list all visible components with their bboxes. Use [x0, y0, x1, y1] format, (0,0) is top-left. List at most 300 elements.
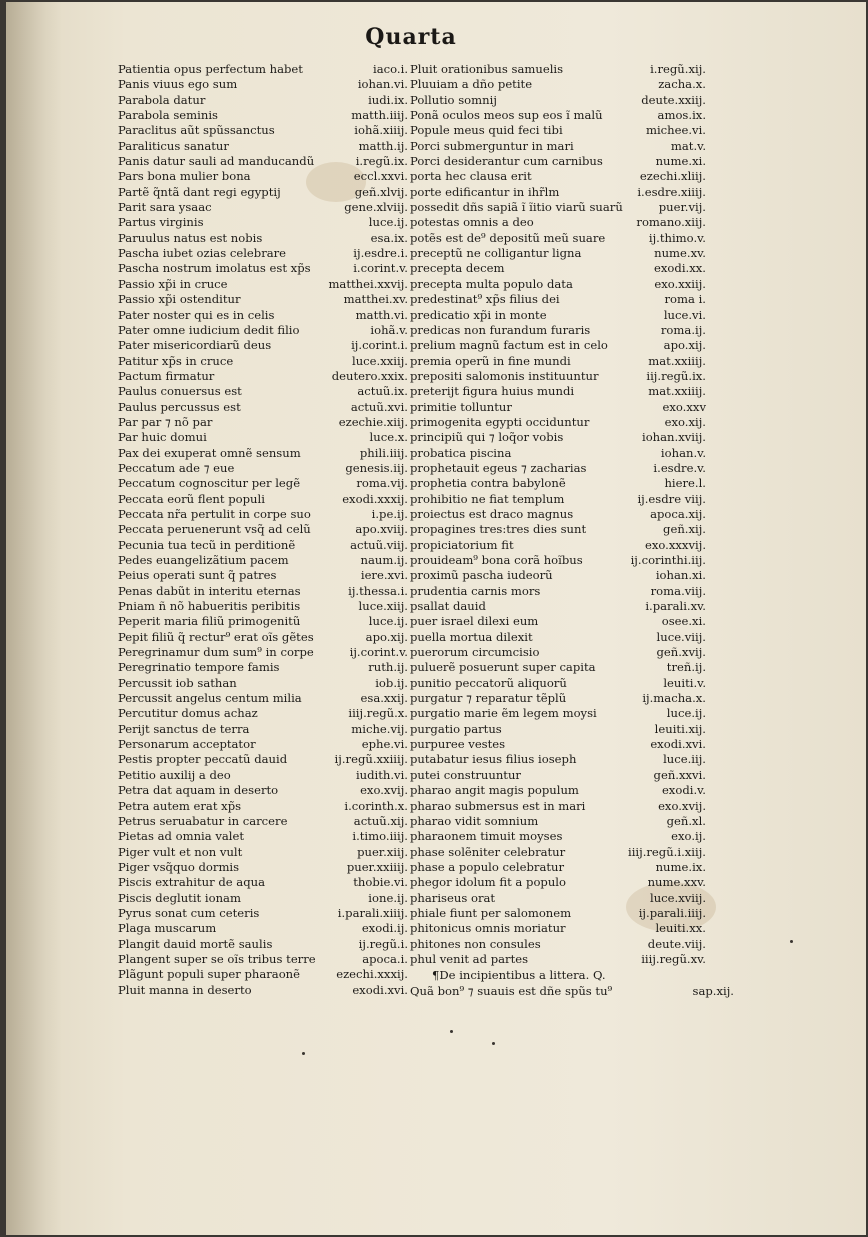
entry-reference: i.parali.xiiij.: [337, 905, 408, 920]
entry-text: Pecunia tua tecũ in perditionẽ: [118, 537, 296, 552]
index-entry: [118, 875, 408, 890]
index-entry: [410, 921, 706, 936]
entry-reference: geñ.xxvi.: [653, 767, 706, 782]
entry-text: Pater noster qui es in celis: [118, 307, 275, 322]
entry-text: Pascha nostrum imolatus est xp̃s: [118, 261, 311, 276]
entry-text: pharao submersus est in mari: [410, 798, 586, 813]
index-entry: [410, 614, 706, 629]
entry-reference: geñ.xl.: [666, 813, 706, 828]
entry-reference: iohan.v.: [660, 445, 706, 460]
entry-reference: exodi.xx.: [654, 261, 706, 276]
entry-text: Petra dat aquam in deserto: [118, 783, 279, 798]
entry-text: Plangit dauid mortẽ saulis: [118, 936, 273, 951]
entry-reference: geñ.xvij.: [656, 645, 706, 660]
entry-text: porta hec clausa erit: [410, 169, 532, 184]
entry-text: principiũ qui ⁊ loq̃or vobis: [410, 430, 564, 445]
index-entry: [118, 400, 408, 415]
entry-reference: exodi.xvi.: [352, 982, 408, 997]
entry-text: Perijt sanctus de terra: [118, 721, 250, 736]
entry-reference: exo.xxiij.: [654, 276, 706, 291]
entry-reference: i.timo.iiij.: [352, 829, 408, 844]
index-entry: [410, 492, 706, 507]
entry-text: Pactum firmatur: [118, 368, 215, 383]
section-heading-row: [410, 967, 706, 983]
index-entry: [118, 660, 408, 675]
index-entry: [118, 123, 408, 138]
index-entry: [118, 139, 408, 154]
index-entry: [410, 906, 706, 921]
index-entry: [410, 814, 706, 829]
index-entry: [410, 538, 706, 553]
entry-reference: exo.xvij.: [360, 783, 408, 798]
entry-text: Pluit manna in deserto: [118, 982, 252, 997]
index-entry: [118, 799, 408, 814]
entry-reference: esa.ix.: [370, 230, 408, 245]
entry-text: putabatur iesus filius ioseph: [410, 752, 577, 767]
index-entry: [118, 384, 408, 399]
entry-reference: deutero.xxix.: [331, 368, 408, 383]
index-entry: [118, 292, 408, 307]
entry-reference: geñ.xlvij.: [354, 184, 408, 199]
index-entry: [410, 154, 706, 169]
section-heading: ¶De incipientibus a littera. Q.: [432, 968, 606, 983]
entry-reference: ij.parali.iiij.: [638, 905, 706, 920]
index-entry: [410, 737, 706, 752]
entry-reference: iij.regũ.ix.: [646, 368, 706, 383]
index-entry: [118, 722, 408, 737]
entry-text: Passio xp̃i ostenditur: [118, 292, 241, 307]
entry-reference: ephe.vi.: [361, 737, 408, 752]
entry-text: phitones non consules: [410, 936, 541, 951]
ink-mark: [790, 940, 793, 943]
entry-text: Paraclitus aũt spũssanctus: [118, 123, 275, 138]
entry-reference: geñ.xij.: [663, 522, 706, 537]
entry-reference: exodi.xvi.: [650, 737, 706, 752]
index-entry: [410, 354, 706, 369]
index-entry: [410, 62, 706, 77]
entry-text: Peccata eorũ flent populi: [118, 491, 265, 506]
entry-text: Pars bona mulier bona: [118, 169, 251, 184]
index-entry: [410, 185, 706, 200]
entry-text: Pollutio somnij: [410, 92, 497, 107]
index-entry: [118, 185, 408, 200]
entry-reference: exodi.ij.: [361, 921, 408, 936]
entry-reference: exo.xvij.: [658, 798, 706, 813]
entry-reference: matth.vi.: [355, 307, 408, 322]
entry-reference: iere.xvi.: [360, 568, 408, 583]
entry-text: purgatio partus: [410, 721, 502, 736]
entry-reference: luce.iij.: [663, 752, 706, 767]
entry-reference: ij.corint.v.: [349, 645, 408, 660]
entry-text: Parabola seminis: [118, 108, 218, 123]
entry-text: Porci desiderantur cum carnibus: [410, 154, 603, 169]
entry-text: Peperit maria filiũ primogenitũ: [118, 614, 301, 629]
entry-text: Pietas ad omnia valet: [118, 829, 245, 844]
index-entry: [410, 645, 706, 660]
entry-text: Parit sara ysaac: [118, 200, 212, 215]
index-entry: [118, 937, 408, 952]
index-entry: [118, 446, 408, 461]
index-entry: [118, 231, 408, 246]
entry-reference: gene.xlviij.: [344, 200, 408, 215]
entry-reference: i.regũ.ix.: [355, 154, 408, 169]
entry-reference: leuiti.v.: [663, 675, 706, 690]
entry-reference: apo.xviij.: [355, 522, 408, 537]
entry-text: Popule meus quid feci tibi: [410, 123, 563, 138]
entry-text: precepta multa populo data: [410, 276, 573, 291]
entry-reference: nume.ix.: [655, 859, 706, 874]
entry-reference: roma.vij.: [356, 476, 408, 491]
index-entry: [118, 752, 408, 767]
entry-reference: zacha.x.: [658, 77, 706, 92]
entry-reference: matth.iiij.: [351, 108, 408, 123]
entry-reference: ij.esdre.i.: [353, 246, 408, 261]
binding-gutter: [6, 2, 62, 1235]
index-entry: [118, 845, 408, 860]
entry-text: predicas non furandum furaris: [410, 322, 591, 337]
entry-reference: iohan.vi.: [357, 77, 408, 92]
entry-reference: apo.xij.: [365, 629, 408, 644]
index-entry: [118, 338, 408, 353]
page-header: Quarta: [365, 24, 457, 50]
entry-text: Porci submerguntur in mari: [410, 138, 574, 153]
index-entry: [410, 937, 706, 952]
entry-text: punitio peccatorũ aliquorũ: [410, 675, 567, 690]
index-entry: [118, 829, 408, 844]
entry-reference: deute.xxiij.: [641, 92, 706, 107]
entry-reference: actuũ.xij.: [353, 813, 408, 828]
entry-text: phariseus orat: [410, 890, 496, 905]
entry-reference: exo.ij.: [671, 829, 706, 844]
index-entry: [410, 584, 706, 599]
index-entry: [118, 860, 408, 875]
index-entry: [410, 200, 706, 215]
entry-reference: matthei.xxvij.: [328, 276, 408, 291]
entry-text: puella mortua dilexit: [410, 629, 533, 644]
index-entry: [410, 446, 706, 461]
entry-text: probatica piscina: [410, 445, 512, 460]
entry-reference: michee.vi.: [645, 123, 706, 138]
entry-text: proiectus est draco magnus: [410, 506, 574, 521]
index-entry: [118, 967, 408, 982]
index-entry: [118, 706, 408, 721]
entry-text: Pestis propter peccatũ dauid: [118, 752, 288, 767]
entry-reference: romano.xiij.: [636, 215, 706, 230]
entry-reference: esa.xxij.: [360, 691, 408, 706]
entry-reference: i.pe.ij.: [371, 506, 408, 521]
index-entry: [118, 983, 408, 998]
index-entry: [410, 799, 706, 814]
index-entry: [410, 461, 706, 476]
entry-reference: exo.xxv: [662, 399, 706, 414]
index-entry: [118, 783, 408, 798]
entry-text: porte edificantur in ihr̃lm: [410, 184, 560, 199]
entry-text: puer israel dilexi eum: [410, 614, 539, 629]
index-entry: [410, 783, 706, 798]
index-entry: [118, 814, 408, 829]
entry-text: Pater omne iudicium dedit filio: [118, 322, 300, 337]
entry-text: prudentia carnis mors: [410, 583, 541, 598]
index-entry: [410, 139, 706, 154]
entry-text: Pyrus sonat cum ceteris: [118, 905, 260, 920]
entry-text: Piger vult et non vult: [118, 844, 243, 859]
index-entry: [118, 323, 408, 338]
entry-reference: mat.xxiiij.: [648, 384, 706, 399]
index-entry: [410, 660, 706, 675]
index-entry: [410, 277, 706, 292]
entry-text: Plãgunt populi super pharaonẽ: [118, 967, 301, 982]
index-entry: [410, 77, 706, 92]
entry-text: Parabola datur: [118, 92, 206, 107]
entry-reference: luce.xxiij.: [352, 353, 408, 368]
entry-text: putei construuntur: [410, 767, 521, 782]
entry-text: Pepit filiũ q̃ rectur⁹ erat oĩs gẽtes: [118, 629, 314, 644]
book-page: [6, 2, 866, 1235]
entry-text: primitie tolluntur: [410, 399, 512, 414]
entry-reference: luce.x.: [369, 430, 408, 445]
entry-reference: ij.thessa.i.: [348, 583, 408, 598]
entry-reference: nume.xi.: [655, 154, 706, 169]
entry-reference: exo.xij.: [664, 414, 706, 429]
entry-text: Peius operati sunt q̃ patres: [118, 568, 277, 583]
entry-text: Pluit orationibus samuelis: [410, 62, 564, 76]
entry-text: precepta decem: [410, 261, 505, 276]
index-entry: [410, 568, 706, 583]
entry-reference: luce.xviij.: [650, 890, 706, 905]
index-entry: [410, 169, 706, 184]
index-entry: [118, 599, 408, 614]
index-entry: [410, 891, 706, 906]
ink-mark: [450, 1030, 453, 1033]
ink-mark: [302, 1052, 305, 1055]
entry-text: Peregrinamur dum sum⁹ in corpe: [118, 645, 314, 660]
entry-reference: roma i.: [664, 292, 706, 307]
index-entry: [118, 522, 408, 537]
entry-reference: ij.corint.i.: [351, 338, 408, 353]
index-entry: [410, 522, 706, 537]
entry-reference: ezechi.xxxij.: [336, 967, 408, 982]
entry-reference: exodi.xxxij.: [342, 491, 408, 506]
entry-reference: eccl.xxvi.: [353, 169, 408, 184]
entry-text: Peccatum cognoscitur per legẽ: [118, 476, 301, 491]
entry-text: phase solẽniter celebratur: [410, 844, 566, 859]
index-entry: [118, 645, 408, 660]
entry-reference: ij.macha.x.: [642, 691, 706, 706]
entry-text: purgatio marie ẽm legem moysi: [410, 706, 597, 721]
entry-reference: thobie.vi.: [353, 875, 408, 890]
index-entry: [410, 952, 706, 967]
entry-text: Peccatum ade ⁊ eue: [118, 460, 235, 475]
entry-reference: iohan.xviij.: [641, 430, 706, 445]
entry-text: prepositi salomonis instituuntur: [410, 368, 599, 383]
index-entry: [410, 215, 706, 230]
entry-text: Plangent super se oĩs tribus terre: [118, 951, 316, 966]
index-entry: [410, 93, 706, 108]
index-entry: [118, 952, 408, 967]
entry-reference: puer.vij.: [658, 200, 706, 215]
entry-reference: osee.xi.: [661, 614, 706, 629]
entry-text: psallat dauid: [410, 599, 486, 614]
index-entry: [410, 553, 706, 568]
entry-text: Pluuiam a dño petite: [410, 77, 533, 92]
entry-reference: iaco.i.: [373, 62, 408, 76]
index-entry: [118, 246, 408, 261]
entry-reference: actuũ.ix.: [357, 384, 408, 399]
entry-text: Pascha iubet ozias celebrare: [118, 246, 287, 261]
entry-text: purpuree vestes: [410, 737, 506, 752]
entry-text: preterijt figura huius mundi: [410, 384, 575, 399]
index-entry: [118, 354, 408, 369]
entry-reference: exo.xxxvij.: [644, 537, 706, 552]
entry-reference: iiij.regũ.xv.: [641, 951, 706, 966]
index-entry: [118, 200, 408, 215]
closing-reference: sap.xij.: [692, 984, 734, 999]
entry-reference: iudi.ix.: [368, 92, 408, 107]
index-entry: [410, 829, 706, 844]
index-entry: [118, 891, 408, 906]
entry-reference: mat.v.: [670, 138, 706, 153]
entry-reference: ij.regũ.i.: [358, 936, 408, 951]
index-entry: [118, 737, 408, 752]
closing-text: Quã bon⁹ ⁊ suauis est dñe spũs tu⁹: [410, 984, 613, 999]
entry-reference: hiere.l.: [664, 476, 706, 491]
entry-reference: miche.vij.: [351, 721, 408, 736]
entry-text: Percussit angelus centum milia: [118, 691, 302, 706]
index-entry: [410, 308, 706, 323]
index-entry: [118, 77, 408, 92]
index-entry: [410, 676, 706, 691]
entry-reference: puer.xiij.: [357, 844, 408, 859]
index-entry: [410, 261, 706, 276]
index-entry: [410, 860, 706, 875]
entry-text: Par par ⁊ nõ par: [118, 414, 213, 429]
index-entry: [118, 461, 408, 476]
entry-text: prophetia contra babylonẽ: [410, 476, 566, 491]
entry-text: Peccata nr̃a pertulit in corpe suo: [118, 506, 311, 521]
entry-text: Piscis extrahitur de aqua: [118, 875, 266, 890]
entry-reference: iohan.xi.: [655, 568, 706, 583]
closing-row: [410, 983, 734, 999]
index-entry: [410, 430, 706, 445]
index-entry: [118, 584, 408, 599]
index-entry: [410, 246, 706, 261]
entry-text: Partus virginis: [118, 215, 204, 230]
index-entry: [410, 415, 706, 430]
entry-reference: iudith.vi.: [355, 767, 408, 782]
entry-text: possedit dñs sapiã ĩ ĩitio viarũ suarũ: [410, 200, 623, 215]
entry-text: prouideam⁹ bona corã hoĩbus: [410, 553, 583, 567]
index-entry: [410, 292, 706, 307]
entry-text: Ponã oculos meos sup eos ĩ malũ: [410, 108, 603, 123]
entry-text: Par huic domui: [118, 430, 207, 445]
index-entry: [118, 415, 408, 430]
entry-reference: deute.viij.: [647, 936, 706, 951]
index-entry: [410, 691, 706, 706]
entry-reference: actuũ.viij.: [350, 537, 408, 552]
index-entry: [118, 215, 408, 230]
index-entry: [410, 369, 706, 384]
entry-reference: ezechi.xliij.: [639, 169, 706, 184]
index-entry: [118, 676, 408, 691]
entry-text: Petra autem erat xp̃s: [118, 798, 242, 813]
ink-mark: [492, 1042, 495, 1045]
entry-reference: ione.ij.: [368, 890, 408, 905]
index-entry: [118, 93, 408, 108]
entry-reference: luce.ij.: [368, 215, 408, 230]
entry-text: pharaonem timuit moyses: [410, 829, 563, 844]
entry-text: Pedes euangelizãtium pacem: [118, 553, 289, 567]
entry-text: Peregrinatio tempore famis: [118, 660, 280, 675]
entry-reference: amos.ix.: [657, 108, 706, 123]
entry-reference: matth.ij.: [358, 138, 408, 153]
entry-text: Piger vsq̃quo dormis: [118, 859, 240, 874]
entry-text: Pniam ñ nõ habueritis peribitis: [118, 599, 301, 614]
entry-reference: ij.esdre viij.: [637, 491, 706, 506]
index-entry: [410, 231, 706, 246]
entry-text: Petrus seruabatur in carcere: [118, 813, 288, 828]
entry-text: Percussit iob sathan: [118, 675, 237, 690]
entry-reference: luce.vi.: [663, 307, 706, 322]
right-column: [410, 62, 734, 999]
index-entry: [410, 845, 706, 860]
entry-text: Panis datur sauli ad manducandũ: [118, 154, 315, 169]
entry-text: Paraliticus sanatur: [118, 138, 229, 153]
index-entry: [118, 369, 408, 384]
index-entry: [118, 538, 408, 553]
entry-text: potestas omnis a deo: [410, 215, 534, 230]
entry-text: purgatur ⁊ reparatur tẽplũ: [410, 691, 567, 706]
entry-text: prohibitio ne fiat templum: [410, 491, 565, 506]
entry-text: premia operũ in fine mundi: [410, 353, 571, 368]
entry-reference: i.corinth.x.: [344, 798, 408, 813]
entry-text: Penas dabũt in interitu eternas: [118, 583, 301, 598]
index-entry: [410, 706, 706, 721]
entry-reference: actuũ.xvi.: [350, 399, 408, 414]
entry-text: propiciatorium fit: [410, 537, 514, 552]
entry-reference: matthei.xv.: [343, 292, 408, 307]
entry-text: primogenita egypti occiduntur: [410, 414, 590, 429]
entry-reference: roma.ij.: [660, 322, 706, 337]
index-entry: [410, 630, 706, 645]
entry-text: Paulus percussus est: [118, 399, 241, 414]
entry-text: phitonicus omnis moriatur: [410, 921, 566, 936]
entry-reference: leuiti.xij.: [654, 721, 706, 736]
entry-reference: phili.iiij.: [359, 445, 408, 460]
index-entry: [118, 921, 408, 936]
index-entry: [410, 507, 706, 522]
entry-text: Partẽ q̃ntã dant regi egyptij: [118, 184, 281, 199]
index-entry: [118, 154, 408, 169]
entry-reference: exodi.v.: [661, 783, 706, 798]
entry-reference: ij.thimo.v.: [648, 230, 706, 245]
entry-text: Personarum acceptator: [118, 737, 256, 752]
index-entry: [118, 492, 408, 507]
entry-text: Plaga muscarum: [118, 921, 217, 936]
index-entry: [410, 476, 706, 491]
entry-text: phiale fiunt per salomonem: [410, 905, 572, 920]
index-entry: [410, 752, 706, 767]
index-entry: [118, 614, 408, 629]
entry-reference: luce.ij.: [666, 706, 706, 721]
index-entry: [410, 599, 706, 614]
entry-reference: i.parali.xv.: [645, 599, 706, 614]
entry-text: pharao angit magis populum: [410, 783, 579, 798]
entry-text: potẽs est de⁹ depositũ meũ suare: [410, 230, 606, 245]
index-entry: [410, 323, 706, 338]
entry-text: Pax dei exuperat omnẽ sensum: [118, 445, 301, 460]
index-entry: [118, 568, 408, 583]
entry-text: Patientia opus perfectum habet: [118, 62, 303, 76]
